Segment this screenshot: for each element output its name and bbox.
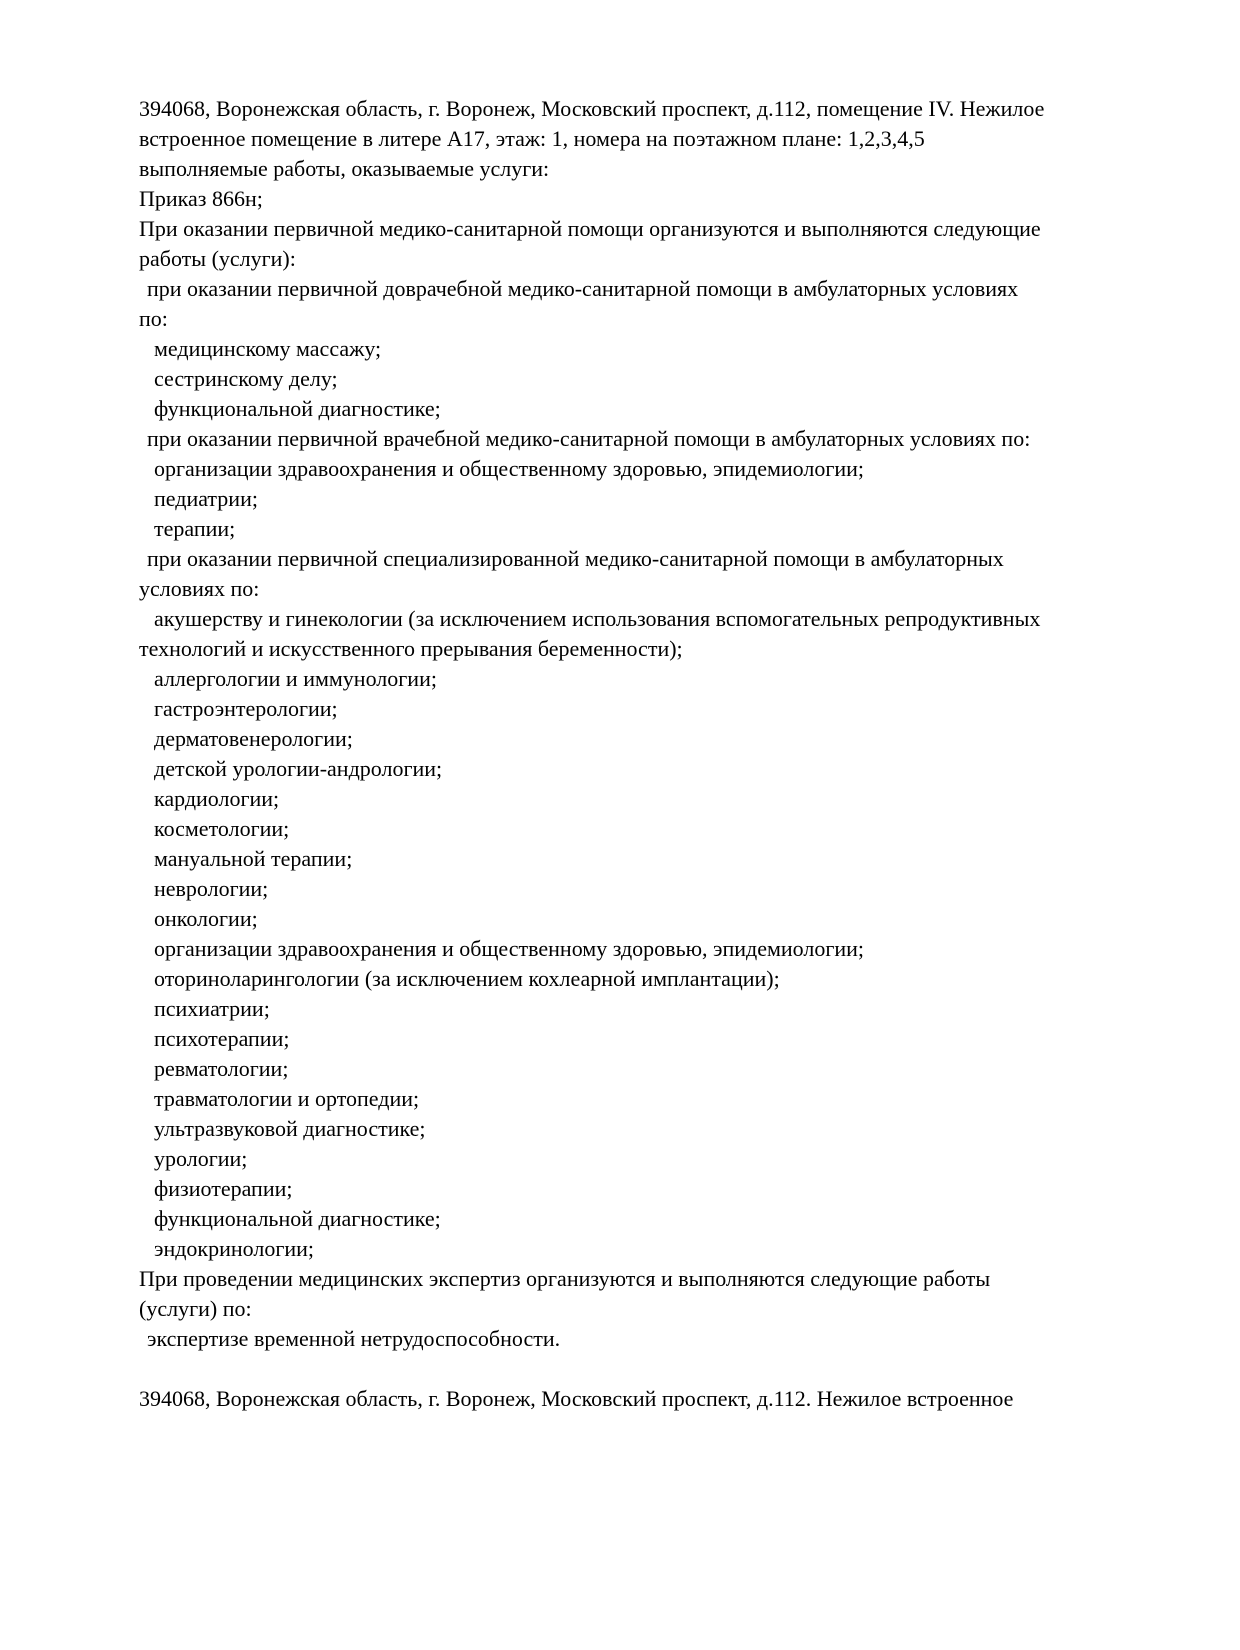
text-line: функциональной диагностике; [154,396,441,421]
text-line: косметологии; [154,816,290,841]
text-line: эндокринологии; [154,1236,315,1261]
text-line: оториноларингологии (за исключением кохлеарной имплантации); [154,966,780,991]
text-line: урологии; [154,1146,248,1171]
text-line: экспертизе временной нетрудоспособности. [147,1326,561,1351]
text-line: работы (услуги): [139,246,296,271]
text-line: аллергологии и иммунологии; [154,666,437,691]
text-line: При проведении медицинских экспертиз организуются и выполняются следующие работы [139,1266,991,1291]
text-line: Приказ 866н; [139,186,263,211]
text-line: условиях по: [139,576,260,601]
text-line: неврологии; [154,876,269,901]
text-line: дерматовенерологии; [154,726,353,751]
text-line: сестринскому делу; [154,366,338,391]
text-line: педиатрии; [154,486,258,511]
text-line: При оказании первичной медико-санитарной помощи организуются и выполняются следующие [139,216,1041,241]
text-line: травматологии и ортопедии; [154,1086,420,1111]
text-line: организации здравоохранения и общественному здоровью, эпидемиологии; [154,936,865,961]
text-line: 394068, Воронежская область, г. Воронеж, Московский проспект, д.112. Нежилое встроенное [139,1386,1014,1411]
text-line: при оказании первичной врачебной медико-санитарной помощи в амбулаторных условиях по: [147,426,1031,451]
text-line: при оказании первичной доврачебной медико-санитарной помощи в амбулаторных условиях [147,276,1019,301]
text-line: физиотерапии; [154,1176,293,1201]
text-line: организации здравоохранения и общественному здоровью, эпидемиологии; [154,456,865,481]
text-line: онкологии; [154,906,258,931]
text-line: 394068, Воронежская область, г. Воронеж, Московский проспект, д.112, помещение IV. Нежилое [139,96,1045,121]
text-line: терапии; [154,516,236,541]
text-line: выполняемые работы, оказываемые услуги: [139,156,550,181]
text-line: встроенное помещение в литере А17, этаж: 1, номера на поэтажном плане: 1,2,3,4,5 [139,126,925,151]
text-line: психиатрии; [154,996,270,1021]
text-line: детской урологии-андрологии; [154,756,443,781]
text-line [139,1354,1180,1384]
text-line: при оказании первичной специализированной медико-санитарной помощи в амбулаторных [147,546,1004,571]
text-line: (услуги) по: [139,1296,252,1321]
text-line: психотерапии; [154,1026,290,1051]
text-line: мануальной терапии; [154,846,353,871]
text-line: медицинскому массажу; [154,336,382,361]
license-text-block [139,94,1180,1414]
text-line: ультразвуковой диагностике; [154,1116,426,1141]
text-line: по: [139,306,168,331]
text-line: кардиологии; [154,786,280,811]
text-line: акушерству и гинекологии (за исключением использования вспомогательных репродуктивных [154,606,1041,631]
text-line: гастроэнтерологии; [154,696,338,721]
text-line: технологий и искусственного прерывания беременности); [139,636,683,661]
text-line: ревматологии; [154,1056,289,1081]
text-line: функциональной диагностике; [154,1206,441,1231]
